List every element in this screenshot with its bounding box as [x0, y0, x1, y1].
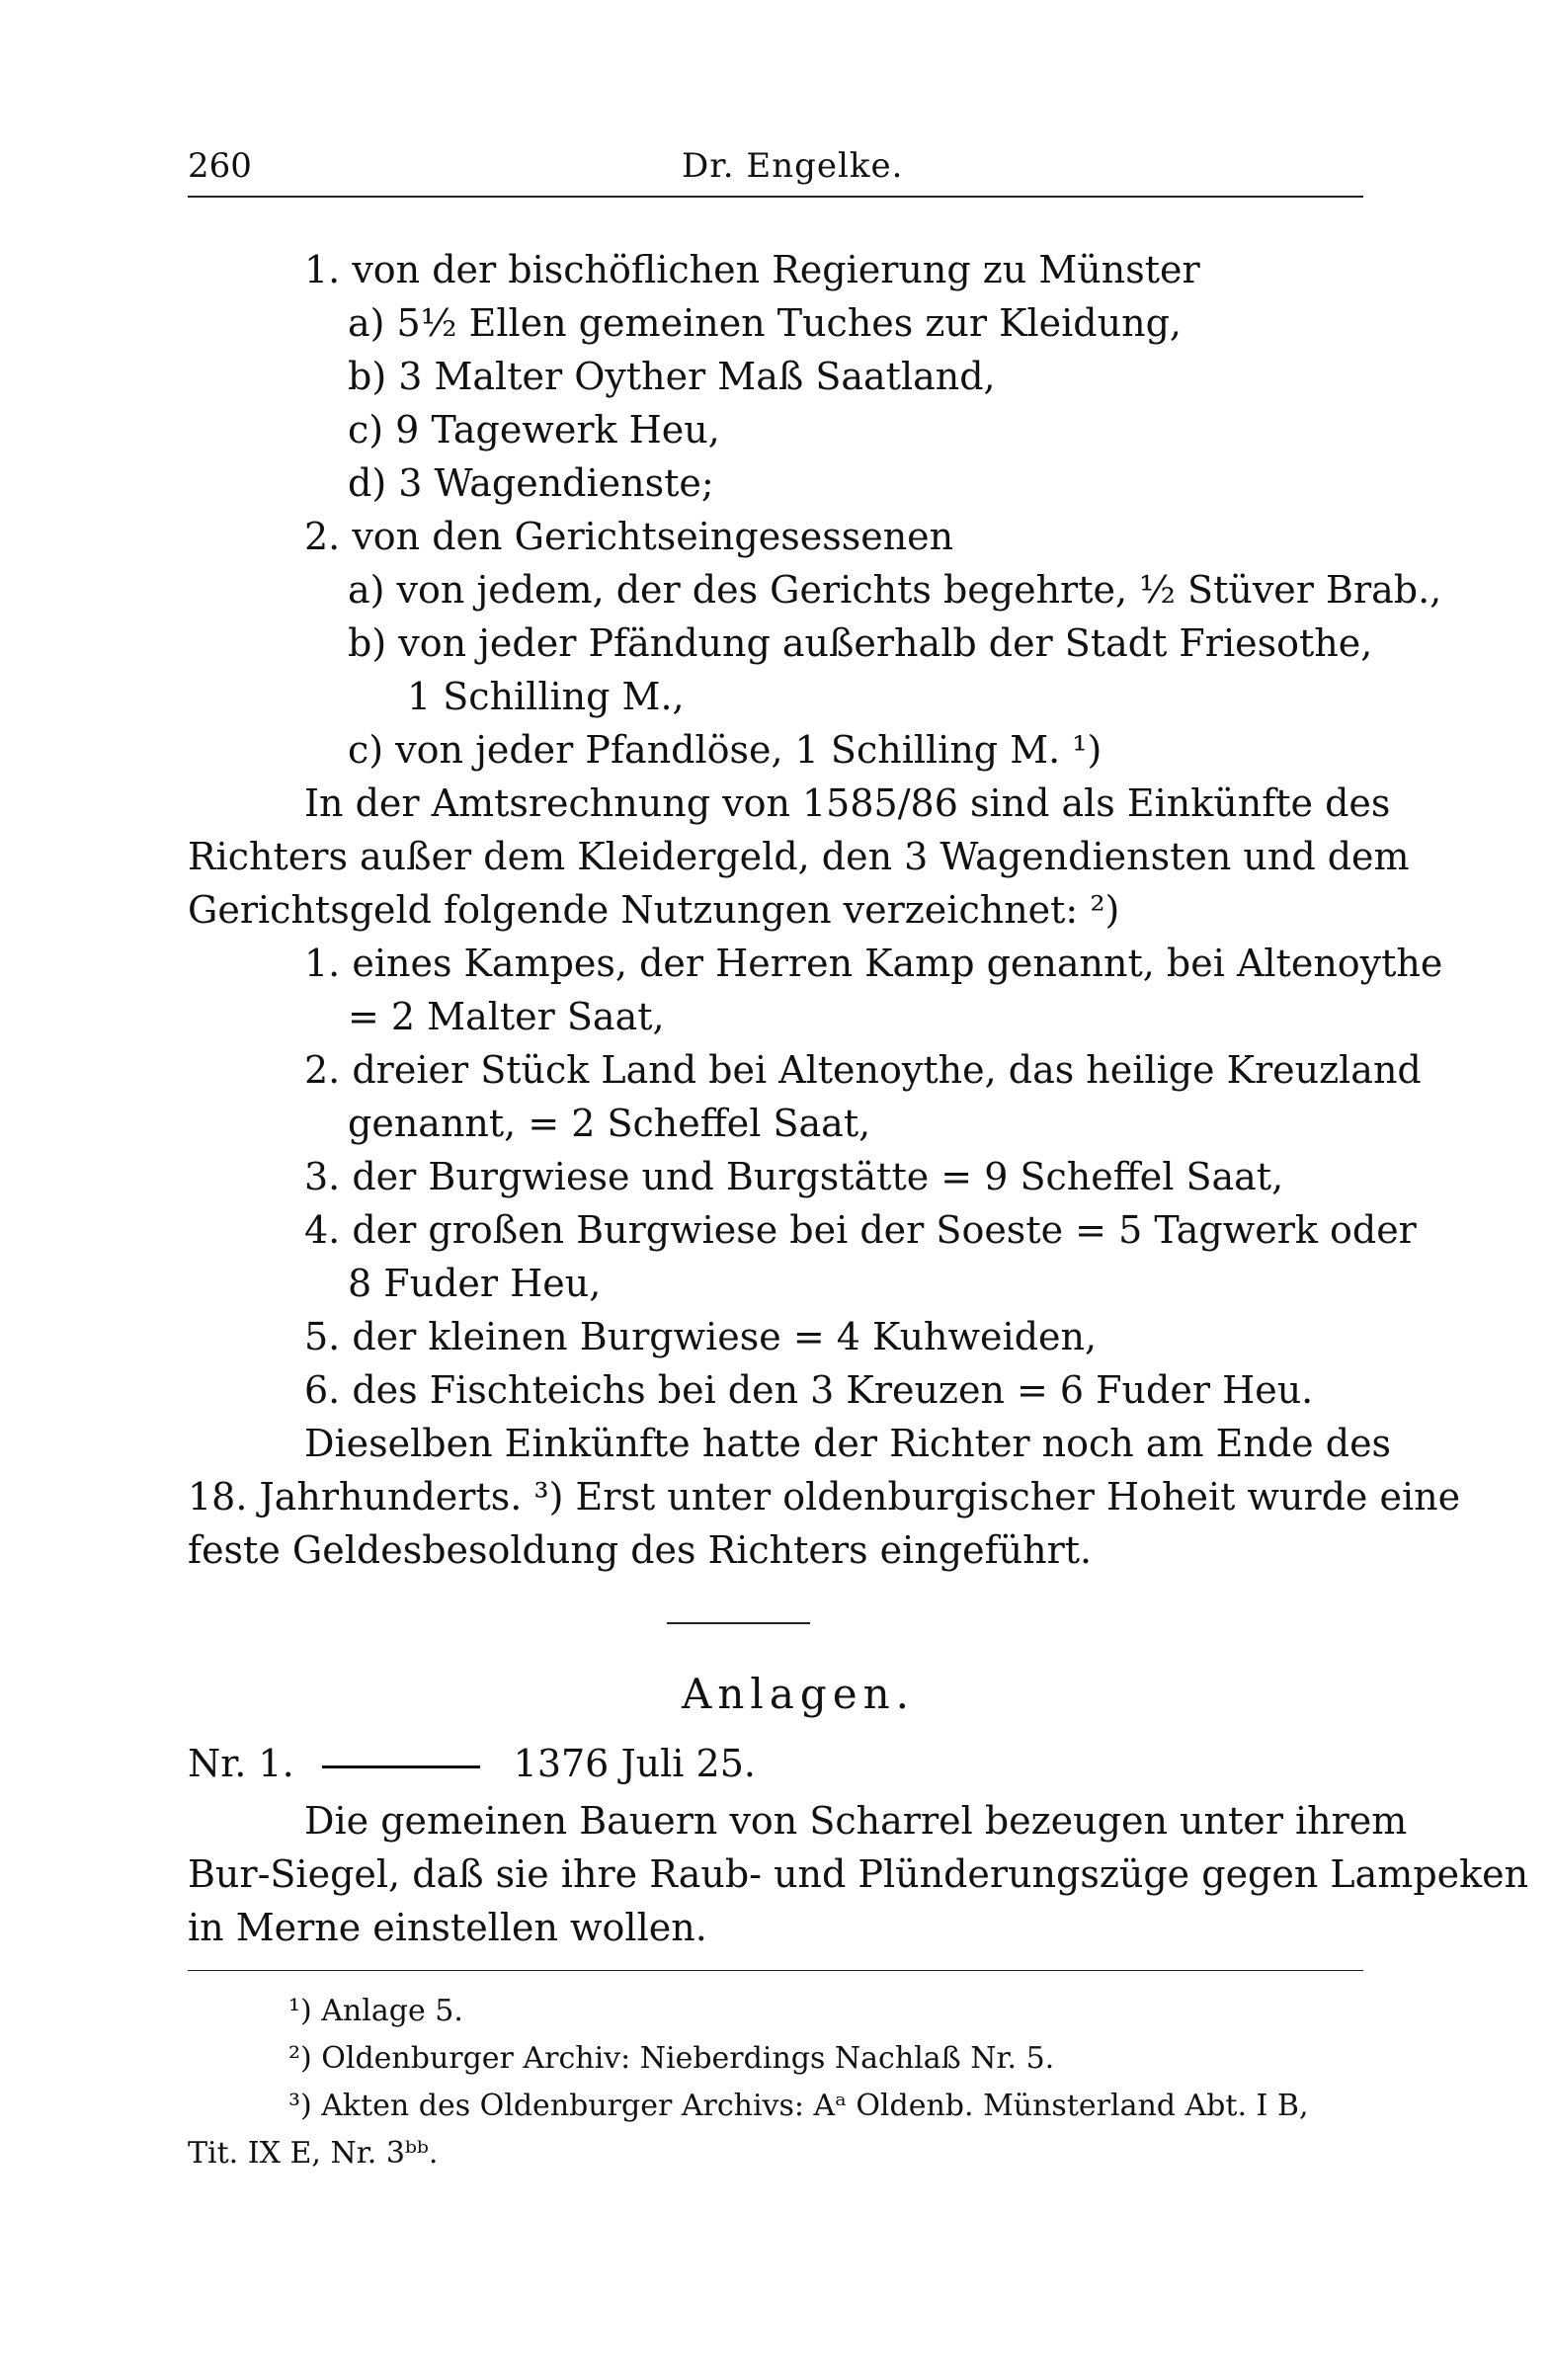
paragraph-line: In der Amtsrechnung von 1585/86 sind als Einkünfte des: [304, 781, 1391, 825]
section-separator: [667, 1622, 810, 1624]
entry-date: 1376 Juli 25.: [513, 1742, 756, 1785]
header-rule: [188, 196, 1363, 198]
list-item: a) 5½ Ellen gemeinen Tuches zur Kleidung,: [348, 301, 1182, 345]
list-item: d) 3 Wagendienste;: [348, 461, 714, 505]
list-item: 1. von der bischöflichen Regierung zu Münster: [304, 248, 1200, 291]
list-item: 4. der großen Burgwiese bei der Soeste = 5 Tagwerk oder: [304, 1208, 1417, 1252]
footnote-rule: [188, 1970, 1363, 1971]
list-item: a) von jedem, der des Gerichts begehrte, ½ Stüver Brab.,: [348, 568, 1442, 612]
document-entry-heading: [188, 1739, 756, 1788]
footnote: ²) Oldenburger Archiv: Nieberdings Nachlaß Nr. 5.: [288, 2041, 1055, 2076]
paragraph-line: Bur-Siegel, daß sie ihre Raub- und Plünderungszüge gegen Lampeken: [188, 1852, 1529, 1896]
paragraph-line: feste Geldesbesoldung des Richters eingeführt.: [188, 1528, 1093, 1572]
list-item: 2. dreier Stück Land bei Altenoythe, das heilige Kreuzland: [304, 1048, 1422, 1092]
list-item: c) von jeder Pfandlöse, 1 Schilling M. ¹): [348, 728, 1102, 772]
list-item: 1 Schilling M.,: [407, 675, 685, 718]
paragraph-line: Gerichtsgeld folgende Nutzungen verzeichnet: ²): [188, 888, 1120, 932]
list-item: 2. von den Gerichtseingesessenen: [304, 515, 954, 558]
paragraph-line: in Merne einstellen wollen.: [188, 1906, 707, 1949]
footnote: Tit. IX E, Nr. 3ᵇᵇ.: [188, 2136, 439, 2171]
list-item: b) von jeder Pfändung außerhalb der Stadt Friesothe,: [348, 621, 1373, 665]
running-title: Dr. Engelke.: [682, 146, 904, 186]
list-item: b) 3 Malter Oyther Maß Saatland,: [348, 355, 996, 398]
list-item: genannt, = 2 Scheffel Saat,: [348, 1102, 871, 1145]
paragraph-line: 18. Jahrhunderts. ³) Erst unter oldenburgischer Hoheit wurde eine: [188, 1475, 1461, 1518]
paragraph-line: Die gemeinen Bauern von Scharrel bezeugen unter ihrem: [304, 1799, 1408, 1843]
list-item: 3. der Burgwiese und Burgstätte = 9 Scheffel Saat,: [304, 1155, 1284, 1198]
footnote: ¹) Anlage 5.: [288, 1994, 463, 2028]
list-item: = 2 Malter Saat,: [348, 995, 665, 1038]
list-item: 5. der kleinen Burgwiese = 4 Kuhweiden,: [304, 1315, 1098, 1358]
entry-number: Nr. 1.: [188, 1742, 294, 1785]
list-item: c) 9 Tagewerk Heu,: [348, 408, 720, 451]
footnote: ³) Akten des Oldenburger Archivs: Aᵃ Oldenb. Münsterland Abt. I B,: [288, 2089, 1309, 2123]
paragraph-line: Dieselben Einkünfte hatte der Richter noch am Ende des: [304, 1422, 1392, 1465]
list-item: 8 Fuder Heu,: [348, 1262, 602, 1305]
list-item: 1. eines Kampes, der Herren Kamp genannt, bei Altenoythe: [304, 942, 1443, 985]
section-heading: Anlagen.: [682, 1670, 915, 1718]
entry-dash: [322, 1765, 480, 1768]
paragraph-line: Richters außer dem Kleidergeld, den 3 Wagendiensten und dem: [188, 835, 1410, 878]
page-number: 260: [188, 146, 252, 186]
list-item: 6. des Fischteichs bei den 3 Kreuzen = 6 Fuder Heu.: [304, 1368, 1314, 1412]
